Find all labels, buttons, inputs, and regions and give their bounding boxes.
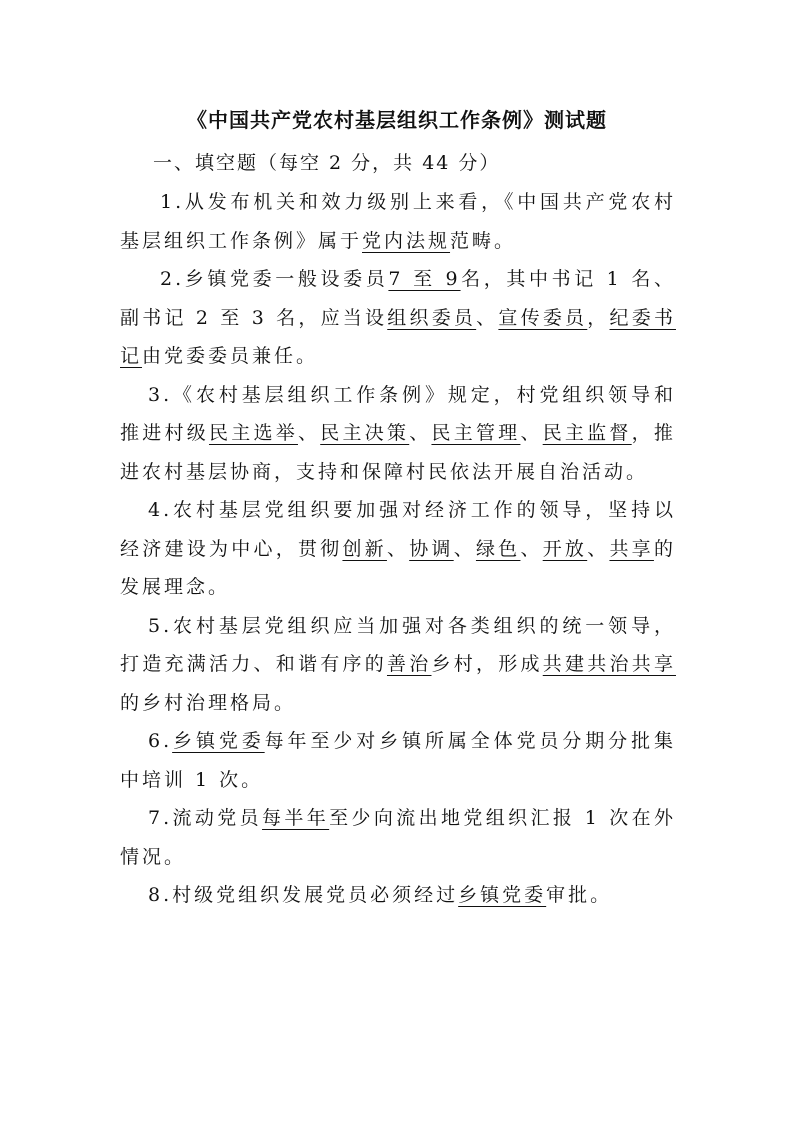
question-list [120, 183, 676, 915]
question-text: 农村基层党组织要加强对经济工作的领导，坚持以经济建设为中心，贯彻 [120, 499, 676, 560]
answer-blank: 开放 [542, 537, 588, 560]
question-text: 由党委委员兼任。 [142, 345, 319, 367]
question-item [120, 799, 676, 876]
question-number: 4. [148, 499, 173, 521]
question-text: 每年至少对乡镇所属全体党员分期分批集中培训 1 次。 [120, 730, 676, 791]
question-text: 乡镇党委一般设委员 [184, 268, 389, 290]
answer-blank: 善治 [386, 653, 432, 675]
question-text: 的发展理念。 [120, 537, 676, 598]
answer-blank: 共建共治共享 [542, 653, 676, 675]
question-text: 、 [409, 422, 432, 444]
answer-blank: 7 至 9 [388, 268, 461, 290]
section-heading: 一、填空题（每空 2 分，共 44 分） [153, 152, 501, 174]
question-item [120, 260, 676, 376]
question-item [120, 607, 676, 723]
question-text: 范畴。 [450, 229, 517, 252]
question-item [120, 183, 676, 260]
question-number: 6. [148, 730, 173, 752]
question-text: 至少向流出地党组织汇报 1 次在外情况。 [120, 807, 676, 868]
answer-blank: 纪委书记 [120, 306, 676, 367]
question-text: 、 [587, 537, 610, 560]
answer-blank: 乡镇党委 [172, 730, 265, 752]
question-item [120, 722, 676, 799]
answer-blank: 民主决策 [320, 422, 410, 444]
question-item [120, 876, 676, 915]
question-text: 、 [453, 537, 476, 560]
question-text: 从发布机关和效力级别上来看，《中国共产党农村基层组织工作条例》属于 [120, 191, 676, 252]
question-text: 农村基层党组织应当加强对各类组织的统一领导，打造充满活力、和谐有序的 [120, 614, 676, 675]
answer-blank: 党内法规 [362, 229, 451, 252]
question-item [120, 491, 676, 607]
question-text: 的乡村治理格局。 [120, 691, 297, 714]
question-number: 1. [160, 191, 185, 213]
question-text: ，推进农村基层协商，支持和保障村民依法开展自治活动。 [120, 422, 676, 483]
question-text: 、 [520, 537, 543, 560]
answer-blank: 乡镇党委 [458, 884, 547, 906]
question-text: 乡村，形成 [431, 653, 543, 675]
question-text: 、 [297, 422, 321, 444]
question-text: 流动党员 [172, 807, 263, 829]
answer-blank: 宣传委员 [498, 306, 588, 329]
answer-blank: 组织委员 [387, 306, 477, 329]
question-number: 3. [148, 383, 173, 406]
answer-blank: 每半年 [262, 807, 330, 829]
question-text: 名，其中书记 1 名、副书记 2 至 3 名，应当设 [120, 268, 676, 329]
answer-blank: 民主管理 [431, 422, 521, 444]
answer-blank: 共享 [609, 537, 654, 560]
question-number: 7. [148, 807, 173, 829]
question-item [120, 376, 676, 492]
question-text: 、 [386, 537, 410, 560]
question-text: 审批。 [546, 884, 613, 906]
page-title: 《中国共产党农村基层组织工作条例》测试题 [187, 108, 607, 132]
question-text: 、 [520, 422, 543, 444]
question-text: 、 [476, 306, 499, 329]
question-number: 8. [148, 884, 173, 906]
question-number: 2. [160, 268, 185, 290]
question-number: 5. [148, 614, 173, 637]
question-text: 村级党组织发展党员必须经过 [172, 884, 459, 906]
answer-blank: 绿色 [475, 537, 521, 560]
question-text: 《农村基层组织工作条例》规定，村党组织领导和推进村级 [120, 383, 676, 444]
answer-blank: 民主选举 [208, 422, 298, 444]
answer-blank: 民主监督 [542, 422, 632, 444]
answer-blank: 协调 [409, 537, 454, 560]
answer-blank: 创新 [342, 537, 387, 560]
question-text: ， [587, 306, 610, 329]
